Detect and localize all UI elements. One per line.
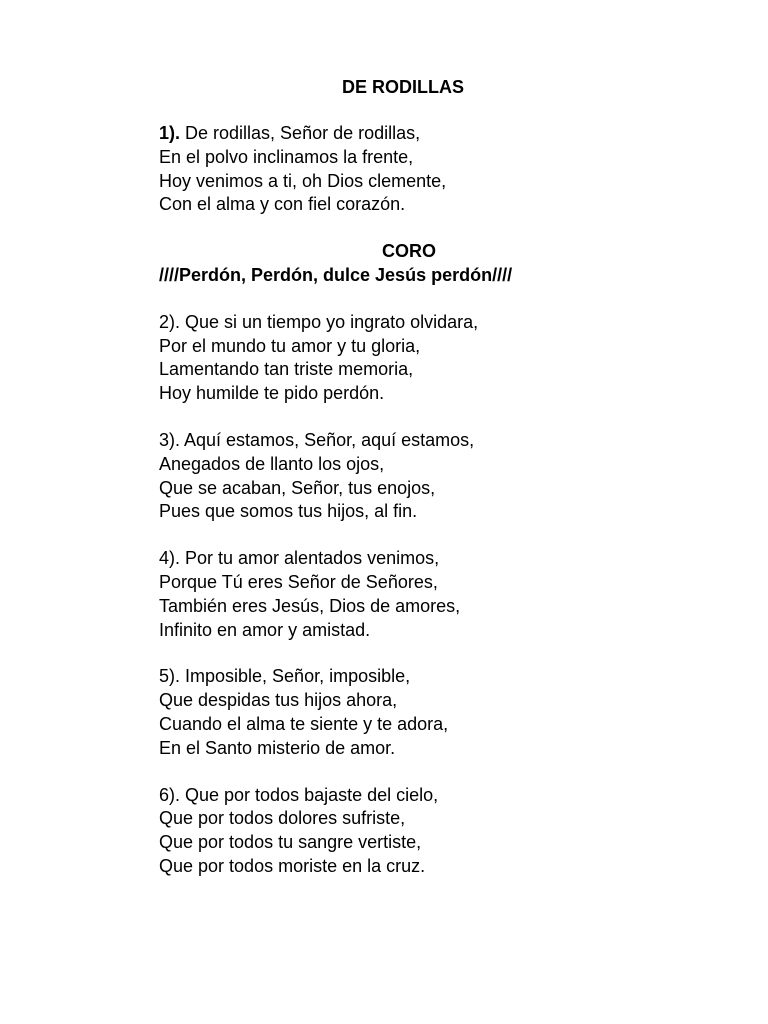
stanza-line: En el Santo misterio de amor.	[159, 737, 396, 758]
stanza-number: 1).	[159, 123, 181, 143]
stanza-line: Con el alma y con fiel corazón.	[159, 194, 406, 215]
stanza-line: 4). Por tu amor alentados venimos,	[159, 548, 440, 569]
stanza-line-text: De rodillas, Señor de rodillas,	[180, 123, 421, 143]
stanza-line: 2). Que si un tiempo yo ingrato olvidara,	[159, 311, 479, 332]
song-lyrics	[159, 76, 719, 902]
stanza-line: Anegados de llanto los ojos,	[159, 453, 385, 474]
stanza-line: También eres Jesús, Dios de amores,	[159, 595, 461, 616]
stanza-5	[159, 665, 719, 760]
stanza-2	[159, 311, 719, 406]
song-title: DE RODILLAS	[342, 77, 465, 97]
stanza-1	[159, 122, 719, 217]
stanza-line: 5). Imposible, Señor, imposible,	[159, 666, 411, 687]
stanza-line: Infinito en amor y amistad.	[159, 619, 371, 640]
stanza-line: Que por todos dolores sufriste,	[159, 808, 406, 829]
stanza-line: Cuando el alma te siente y te adora,	[159, 713, 449, 734]
stanza-line: 3). Aquí estamos, Señor, aquí estamos,	[159, 429, 475, 450]
chorus-heading: CORO	[382, 241, 436, 262]
stanza-line: Porque Tú eres Señor de Señores,	[159, 571, 438, 592]
stanza-3	[159, 429, 719, 524]
stanza-line: En el polvo inclinamos la frente,	[159, 146, 414, 167]
chorus-line: ////Perdón, Perdón, dulce Jesús perdón////	[159, 264, 513, 285]
stanza-line: Por el mundo tu amor y tu gloria,	[159, 335, 421, 356]
stanza-line: 6). Que por todos bajaste del cielo,	[159, 784, 439, 805]
stanza-line: Hoy humilde te pido perdón.	[159, 383, 385, 404]
stanza-line: Que por todos tu sangre vertiste,	[159, 832, 422, 853]
stanza-line: Que por todos moriste en la cruz.	[159, 855, 426, 876]
stanza-line: Hoy venimos a ti, oh Dios clemente,	[159, 170, 447, 191]
stanza-line: Pues que somos tus hijos, al fin.	[159, 501, 418, 522]
stanza-line: Que se acaban, Señor, tus enojos,	[159, 477, 436, 498]
stanza-line	[159, 122, 719, 146]
chorus	[159, 240, 719, 288]
stanza-6	[159, 784, 719, 879]
stanza-4	[159, 547, 719, 642]
stanza-line: Que despidas tus hijos ahora,	[159, 690, 398, 711]
stanza-line: Lamentando tan triste memoria,	[159, 359, 414, 380]
